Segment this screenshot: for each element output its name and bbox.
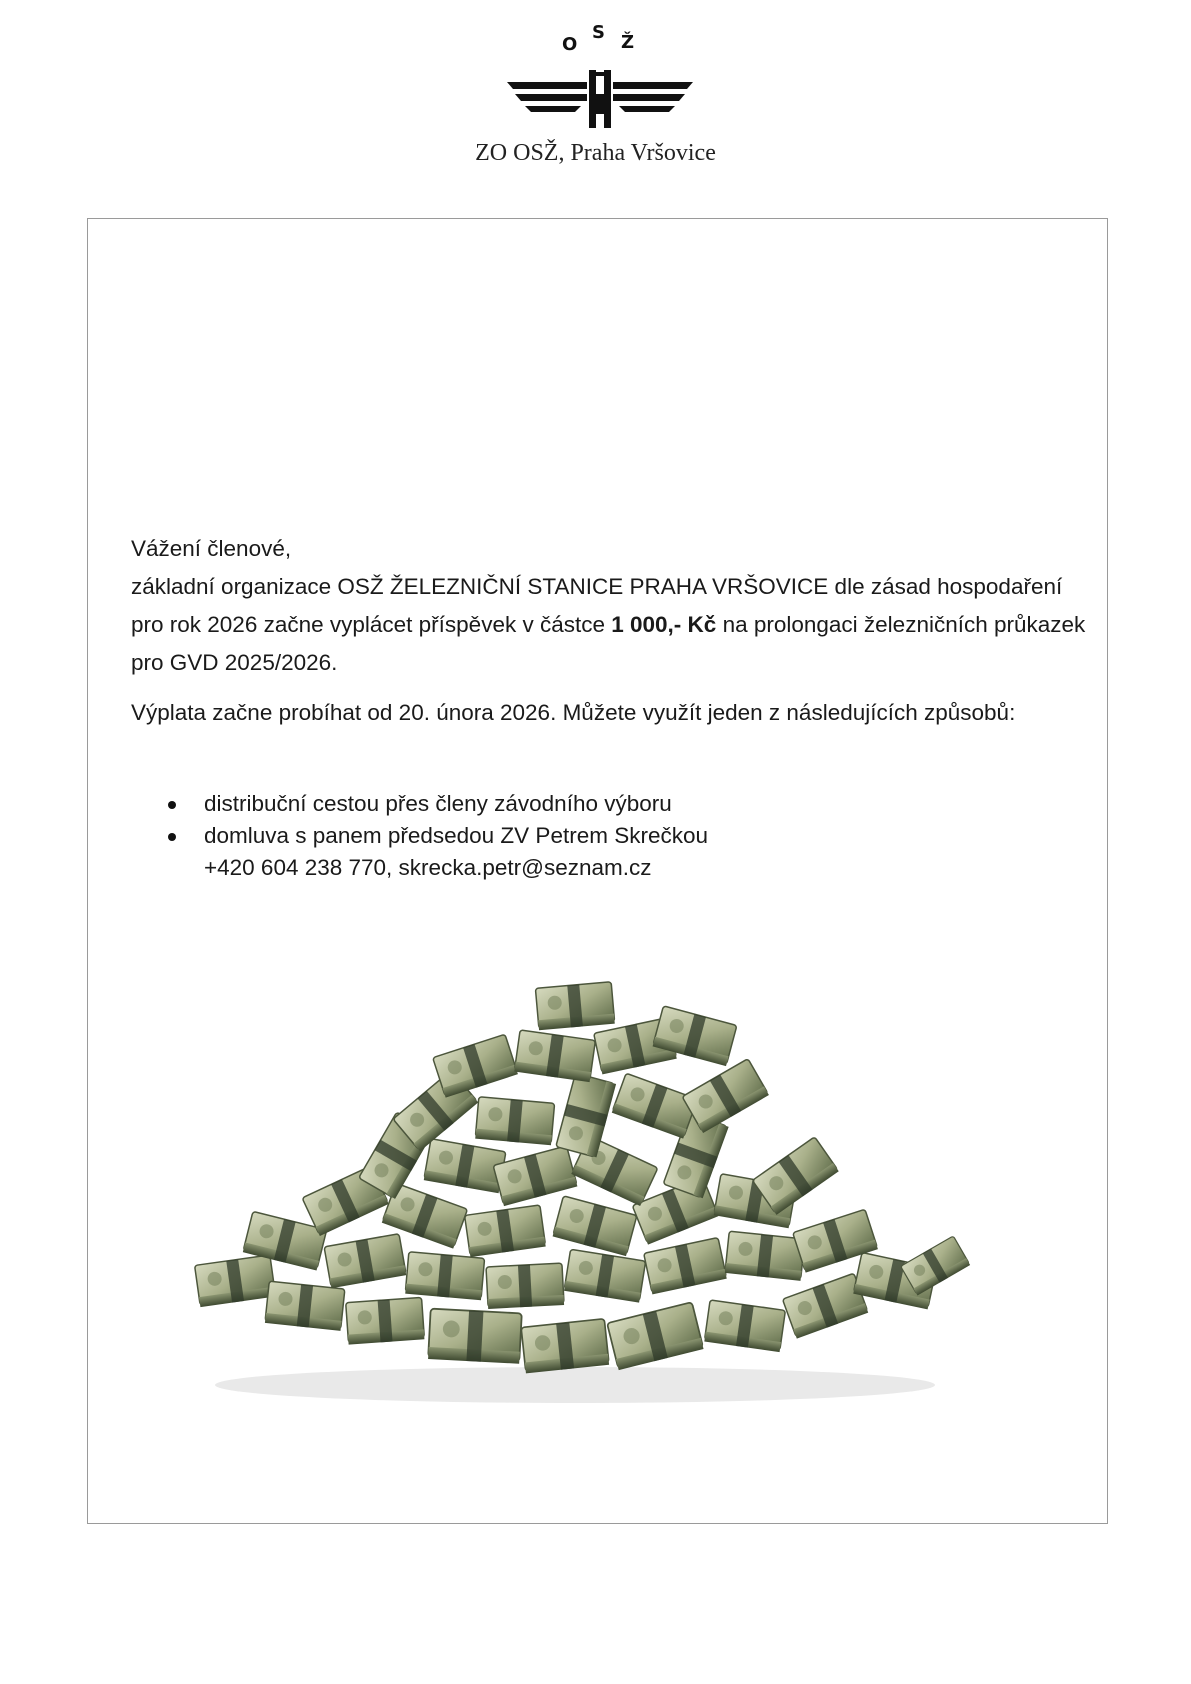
logo-letter-s: S bbox=[592, 22, 605, 43]
contact-info: +420 604 238 770, skrecka.petr@seznam.cz bbox=[204, 855, 652, 880]
bullet-icon bbox=[168, 801, 176, 809]
logo-letters bbox=[505, 22, 695, 56]
option-text: domluva s panem předsedou ZV Petrem Skrečkou bbox=[204, 823, 708, 848]
list-item bbox=[160, 788, 1060, 820]
announcement-paragraph bbox=[131, 568, 1091, 682]
osz-logo bbox=[505, 22, 695, 128]
organization-name: ZO OSŽ, Praha Vršovice bbox=[475, 140, 716, 166]
list-item bbox=[160, 820, 1060, 884]
letter-body bbox=[131, 530, 1091, 732]
payout-paragraph: Výplata začne probíhat od 20. února 2026. Můžete využít jeden z následujících způsobů: bbox=[131, 700, 1016, 725]
bullet-icon bbox=[168, 833, 176, 841]
logo-letter-z: Ž bbox=[621, 32, 635, 53]
contribution-amount: 1 000,- Kč bbox=[611, 612, 717, 637]
logo-letter-o: O bbox=[562, 34, 578, 55]
winged-wheel-railway-emblem-icon bbox=[505, 52, 695, 128]
greeting: Vážení členové, bbox=[131, 536, 292, 561]
money-pile-icon bbox=[175, 975, 975, 1415]
announcement-text-end: na prolongaci železničních průkazek pro GVD 2025/2026. bbox=[131, 612, 1086, 675]
payout-options-list bbox=[160, 788, 1060, 884]
announcement-text-start: základní organizace OSŽ ŽELEZNIČNÍ STANICE PRAHA VRŠOVICE dle zásad hospodaření pro rok 2026 začne vyplácet příspěvek v částce bbox=[131, 574, 1063, 637]
option-text: distribuční cestou přes členy závodního výboru bbox=[204, 791, 672, 816]
